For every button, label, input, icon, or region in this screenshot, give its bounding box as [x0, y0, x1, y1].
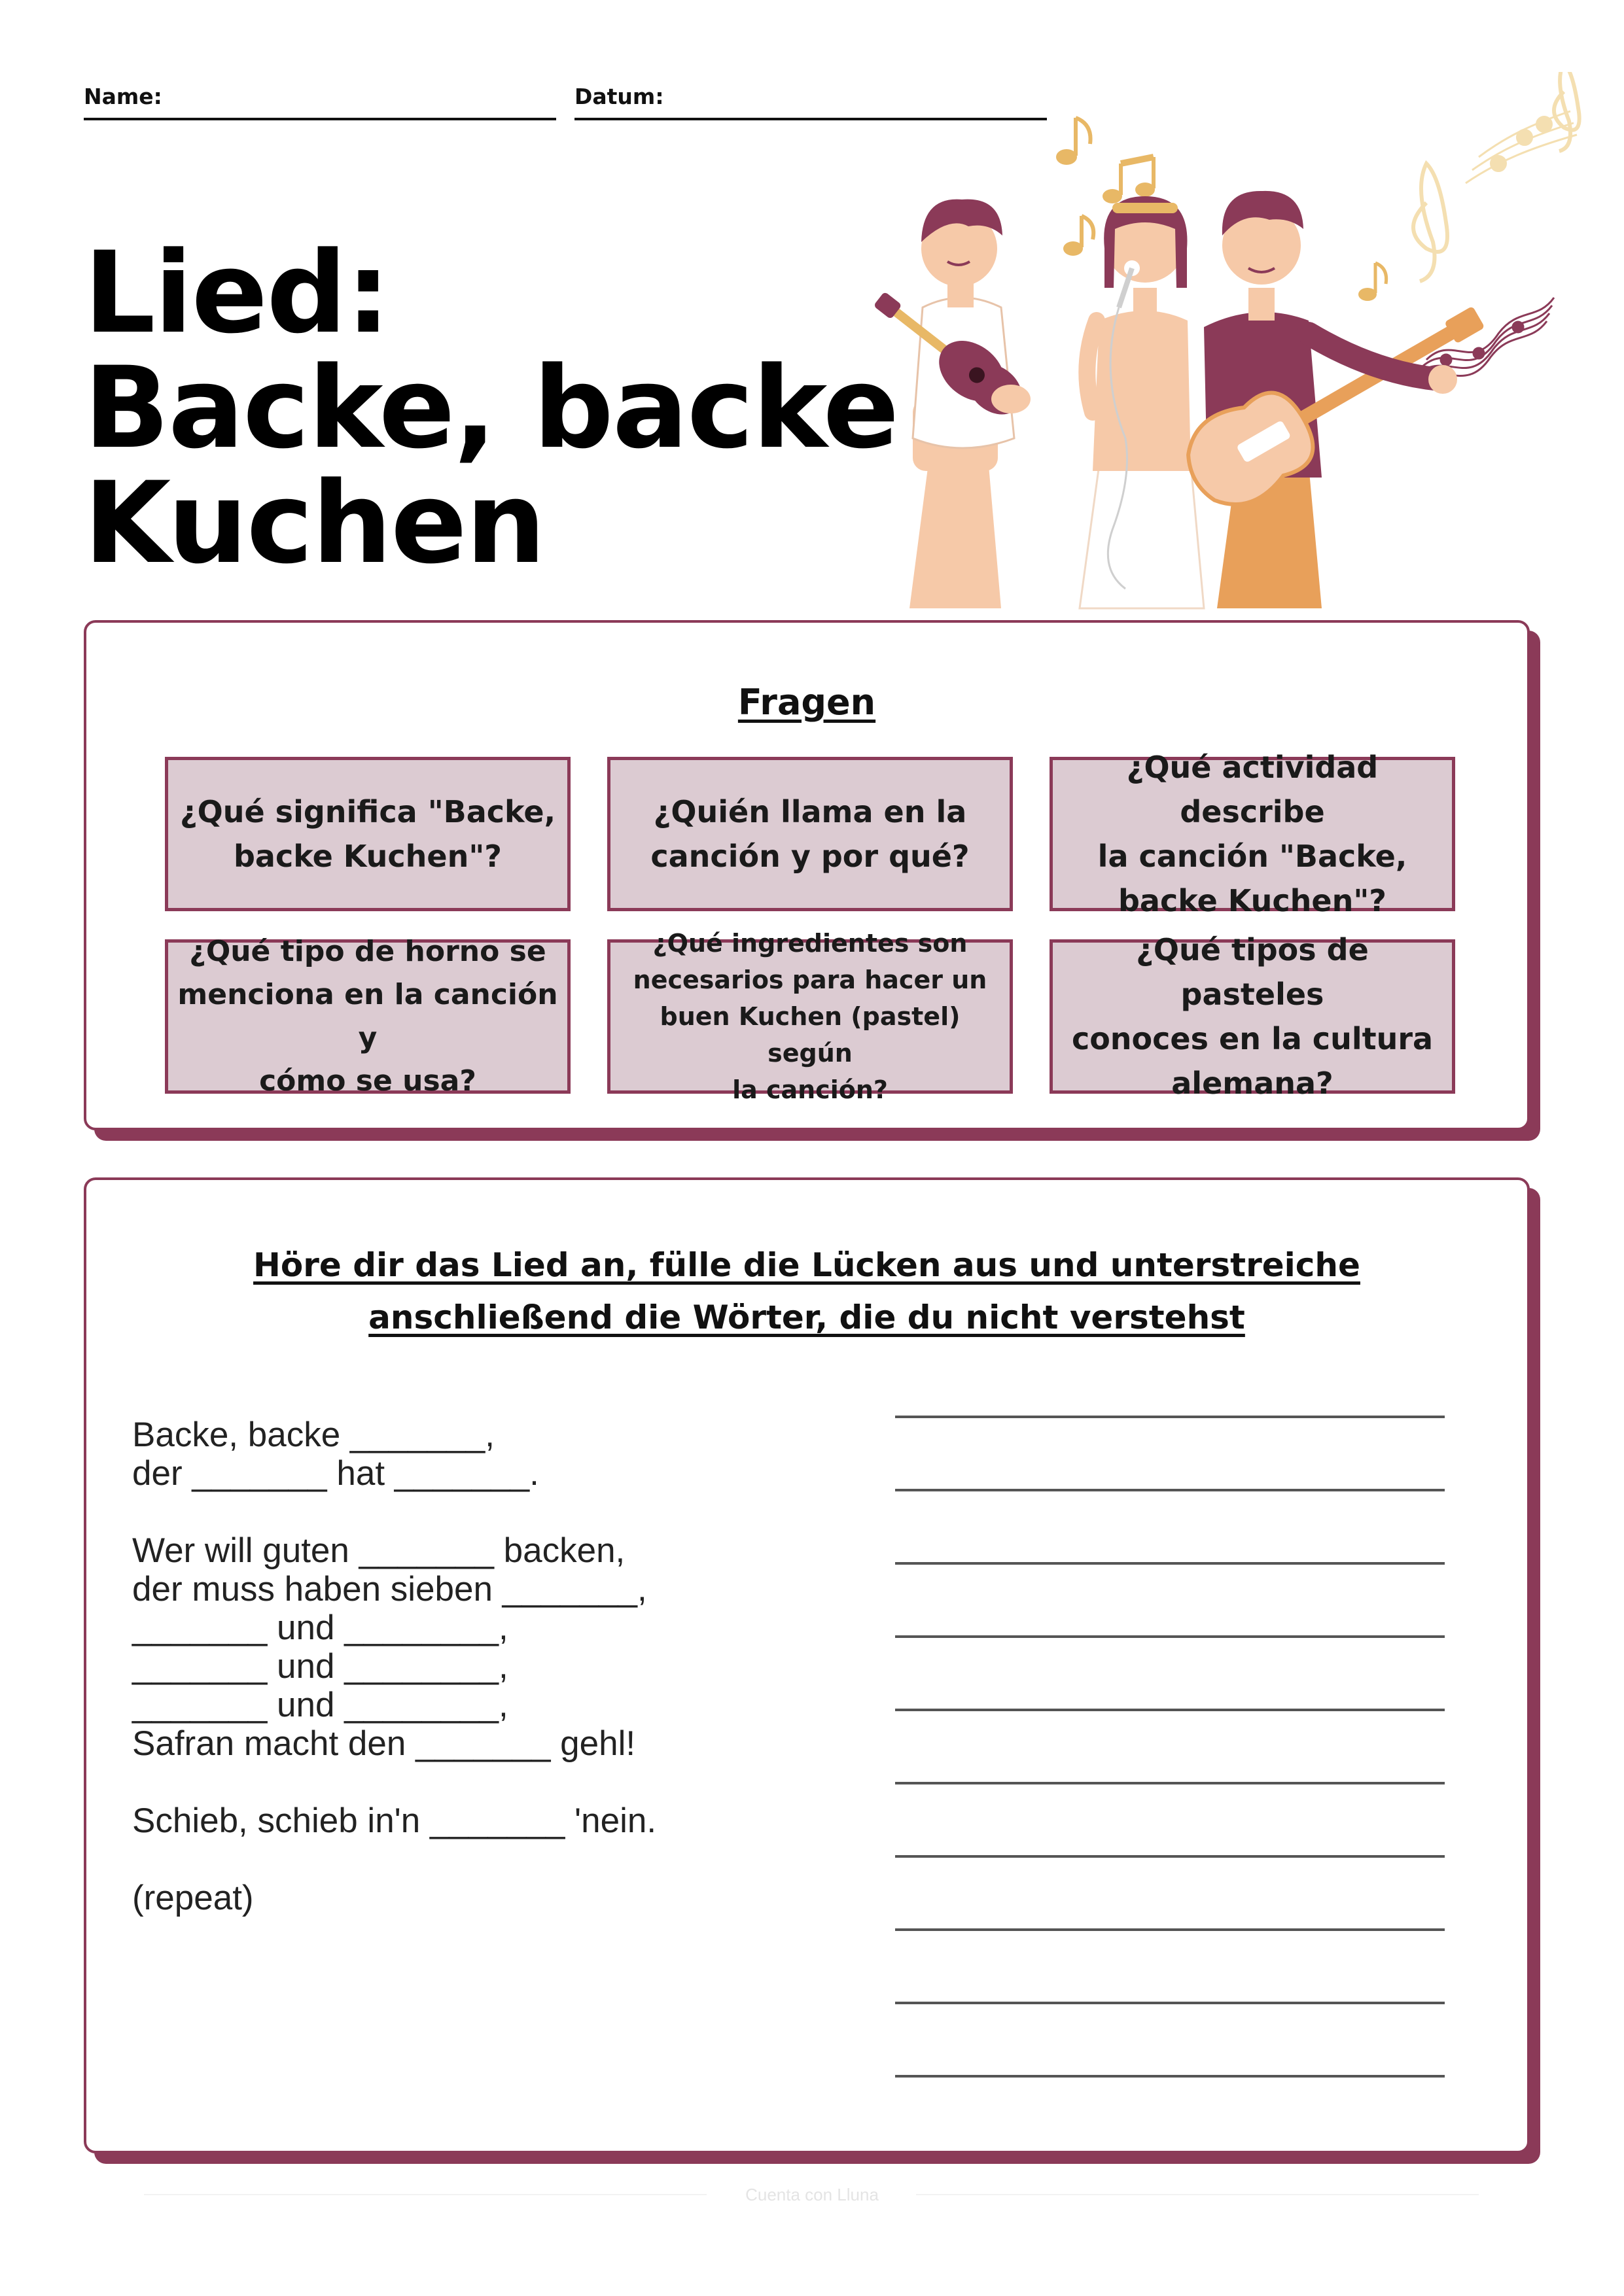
writing-line[interactable]: [895, 2075, 1445, 2078]
question-card: [1050, 750, 1455, 918]
lyric-line: der _______ hat _______.: [132, 1454, 539, 1493]
lyric-line: der muss haben sieben _______,: [132, 1570, 647, 1609]
lyrics-text: [132, 1416, 656, 1917]
title-line-1: Lied:: [84, 227, 390, 358]
question-text: cómo se usa?: [259, 1064, 476, 1098]
writing-line[interactable]: [895, 1709, 1445, 1711]
writing-line[interactable]: [895, 1928, 1445, 1931]
title-line-2: Backe, backe: [84, 342, 898, 474]
lyric-line: (repeat): [132, 1879, 254, 1917]
question-card: [165, 757, 571, 911]
lyric-line: _______ und ________,: [132, 1647, 508, 1686]
band-illustration: [851, 72, 1610, 621]
writing-line[interactable]: [895, 1489, 1445, 1491]
lyric-line: _______ und ________,: [132, 1686, 508, 1724]
writing-line[interactable]: [895, 1562, 1445, 1565]
question-card: [1050, 932, 1455, 1101]
lyric-line: Schieb, schieb in'n _______ 'nein.: [132, 1801, 657, 1840]
lyrics-instruction: [86, 1239, 1527, 1344]
question-card: [607, 757, 1013, 911]
question-text: ¿Qué actividad describe: [1126, 750, 1379, 829]
footer-credit: Cuenta con Lluna: [745, 2185, 879, 2204]
guitarist-figure: [1173, 191, 1502, 608]
questions-panel: [84, 620, 1530, 1130]
question-text: backe Kuchen"?: [1118, 883, 1386, 918]
question-text: canción y por qué?: [650, 839, 970, 874]
date-label: Datum:: [574, 84, 664, 109]
writing-line[interactable]: [895, 2002, 1445, 2004]
writing-line[interactable]: [895, 1416, 1445, 1418]
question-text: menciona en la canción y: [177, 978, 558, 1054]
question-text: ¿Quién llama en la: [653, 794, 967, 829]
lyrics-panel: [84, 1177, 1530, 2153]
instruction-line: anschließend die Wörter, die du nicht verstehst: [368, 1298, 1245, 1336]
question-text: ¿Qué tipo de horno se: [189, 935, 546, 968]
question-card: [165, 935, 571, 1098]
singer-figure: [1080, 196, 1204, 608]
question-text: ¿Qué ingredientes son: [652, 929, 968, 958]
name-line[interactable]: [84, 118, 556, 120]
lyric-line: Wer will guten _______ backen,: [132, 1531, 626, 1570]
question-text: alemana?: [1171, 1066, 1333, 1101]
question-text: ¿Qué tipos de pasteles: [1136, 932, 1369, 1012]
questions-heading: Fragen: [737, 682, 876, 723]
instruction-line: Höre dir das Lied an, fülle die Lücken aus und unterstreiche: [253, 1246, 1360, 1284]
lyric-line: _______ und ________,: [132, 1609, 508, 1647]
writing-line[interactable]: [895, 1635, 1445, 1638]
question-text: conoces en la cultura: [1071, 1021, 1434, 1056]
question-text: buen Kuchen (pastel) según: [660, 1002, 961, 1068]
writing-line[interactable]: [895, 1782, 1445, 1784]
question-text: necesarios para hacer un: [633, 965, 987, 994]
question-text: ¿Qué significa "Backe,: [179, 794, 556, 829]
page-title: [84, 227, 898, 589]
name-label: Name:: [84, 84, 162, 109]
ukulele-player-figure: [863, 200, 1034, 608]
question-text: la canción?: [732, 1075, 888, 1104]
title-line-3: Kuchen: [84, 457, 545, 589]
lyric-line: Safran macht den _______ gehl!: [132, 1724, 636, 1763]
question-card: [607, 929, 1013, 1104]
question-text: backe Kuchen"?: [233, 839, 502, 874]
writing-line[interactable]: [895, 1855, 1445, 1858]
lyric-line: Backe, backe _______,: [132, 1416, 495, 1454]
question-text: la canción "Backe,: [1097, 839, 1407, 874]
treble-clef-icon: [1413, 72, 1580, 281]
